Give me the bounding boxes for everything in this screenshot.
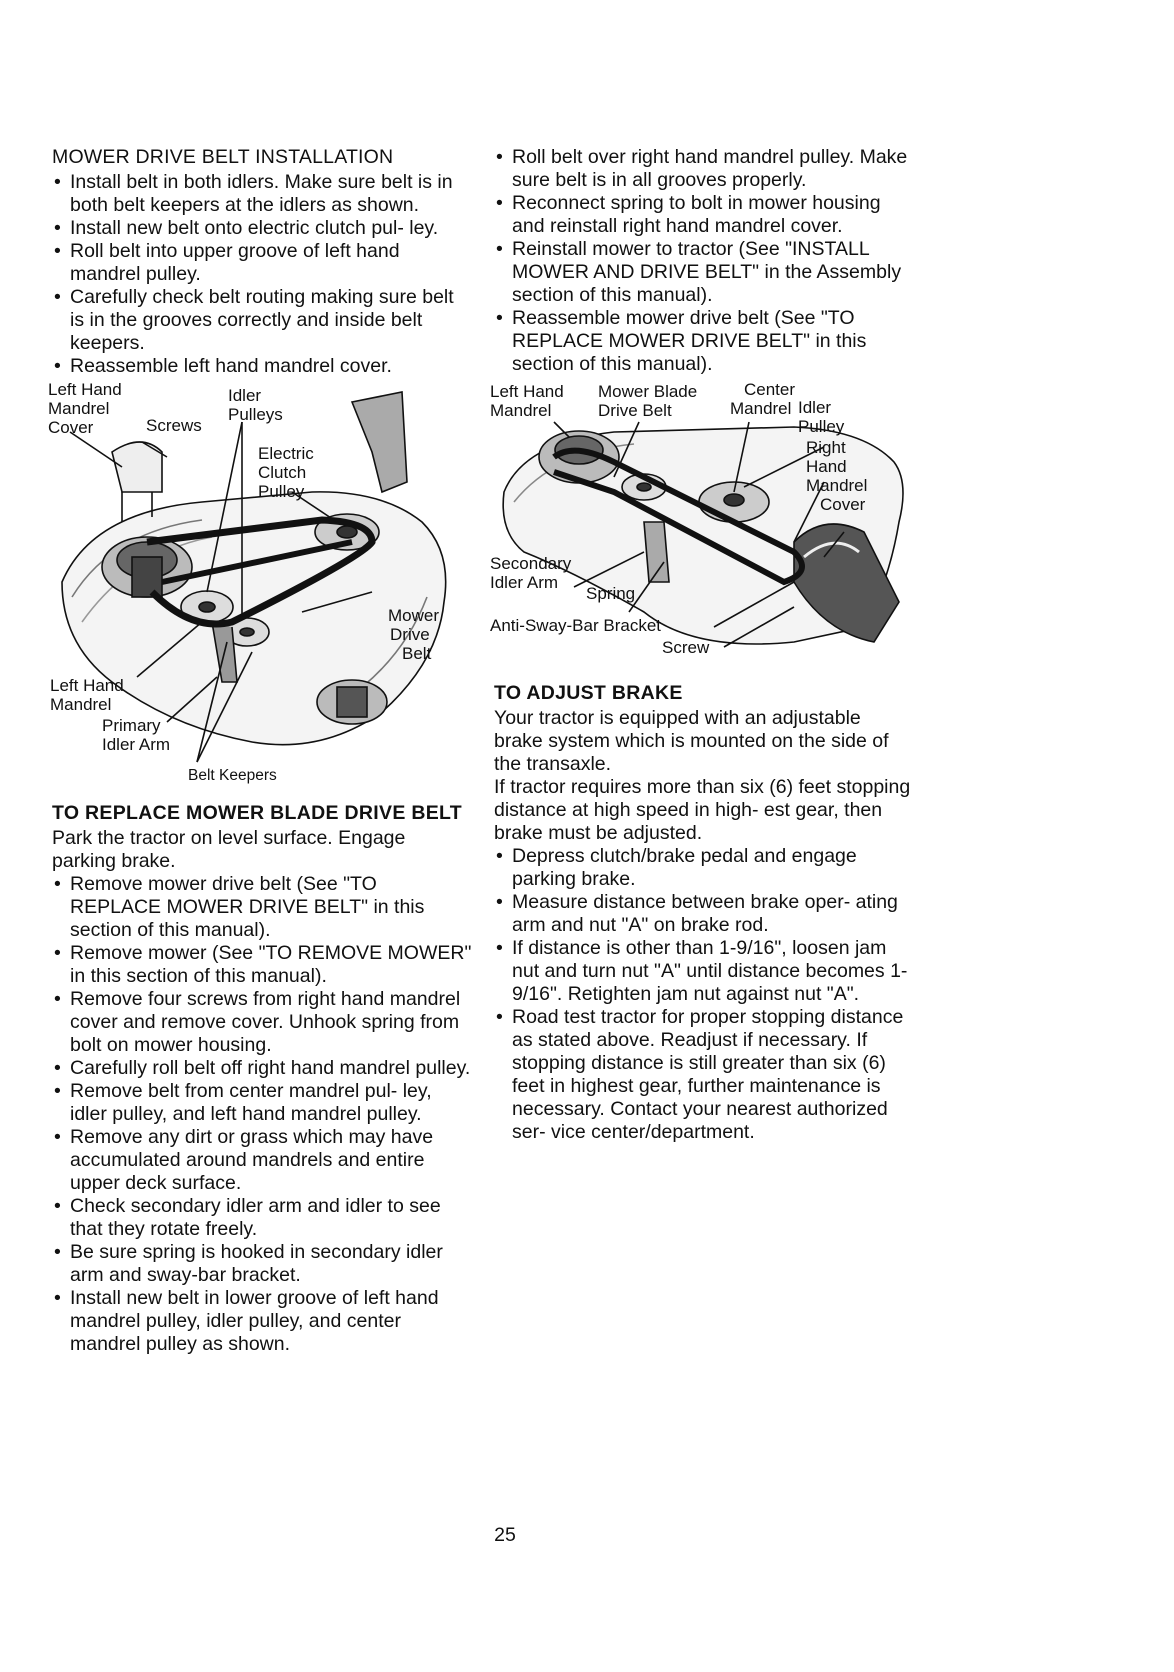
label-screws: Screws bbox=[146, 416, 202, 435]
replace-list bbox=[52, 873, 472, 1356]
label-line: Idler bbox=[798, 398, 832, 417]
left-column bbox=[48, 146, 472, 1356]
installation-title: MOWER DRIVE BELT INSTALLATION bbox=[52, 146, 394, 168]
installation-item: • Roll belt into upper groove of left hand mandrel pulley. bbox=[52, 240, 472, 286]
replace-item: • Reassemble mower drive belt (See "TO REPLACE MOWER DRIVE BELT" in this section of this manual). bbox=[494, 307, 914, 376]
label-line: Electric bbox=[258, 444, 314, 463]
label-primary-idler-arm bbox=[102, 716, 170, 754]
label-line: Idler Arm bbox=[102, 735, 171, 754]
brake-item: • Measure distance between brake oper- ating arm and nut "A" on brake rod. bbox=[494, 891, 914, 937]
label-line: Right bbox=[806, 438, 846, 457]
replace-item: • Remove any dirt or grass which may have accumulated around mandrels and entire upper deck surface. bbox=[52, 1126, 472, 1195]
label-line: Left Hand bbox=[490, 382, 564, 401]
label-screw: Screw bbox=[662, 638, 710, 657]
label-line: Pulley bbox=[798, 417, 845, 436]
label-line: Drive Belt bbox=[598, 401, 672, 420]
label-line: Left Hand bbox=[50, 676, 124, 695]
mower-deck-diagram-right bbox=[490, 380, 914, 674]
label-line: Pulleys bbox=[228, 405, 283, 424]
brake-intro-2: If tractor requires more than six (6) feet stopping distance at high speed in high- est gear, then brake must be adjusted. bbox=[494, 776, 911, 844]
brake-item: • If distance is other than 1-9/16", loosen jam nut and turn nut "A" until distance becomes 1-9/16". Retighten jam nut against nut "A". bbox=[494, 937, 914, 1006]
label-anti-sway-bar-bracket: Anti-Sway-Bar Bracket bbox=[490, 616, 661, 635]
label-line: Mower bbox=[388, 606, 440, 625]
replace-item: • Reconnect spring to bolt in mower housing and reinstall right hand mandrel cover. bbox=[494, 192, 914, 238]
label-left-hand-mandrel bbox=[490, 382, 564, 420]
replace-item: • Install new belt in lower groove of left hand mandrel pulley, idler pulley, and center mandrel pulley as shown. bbox=[52, 1287, 472, 1356]
label-right-hand-mandrel-cover bbox=[806, 438, 867, 514]
label-line: Mandrel bbox=[50, 695, 112, 714]
label-belt-keepers: Belt Keepers bbox=[188, 767, 277, 784]
label-line: Left Hand bbox=[48, 380, 122, 399]
brake-heading: TO ADJUST BRAKE bbox=[494, 682, 683, 704]
label-line: Hand bbox=[806, 457, 847, 476]
replace-item: • Roll belt over right hand mandrel pulley. Make sure belt is in all grooves properly. bbox=[494, 146, 914, 192]
label-mower-drive-belt bbox=[388, 606, 439, 663]
label-secondary-idler-arm bbox=[490, 554, 571, 592]
mower-deck-diagram-left bbox=[48, 380, 472, 802]
label-line: Mower Blade bbox=[598, 382, 698, 401]
installation-list bbox=[52, 171, 472, 378]
replace-intro: Park the tractor on level surface. Engage parking brake. bbox=[52, 827, 406, 872]
label-electric-clutch-pulley bbox=[258, 444, 314, 501]
label-line: Cover bbox=[48, 418, 94, 437]
installation-item: • Reassemble left hand mandrel cover. bbox=[52, 355, 472, 378]
brake-list bbox=[494, 845, 914, 1144]
brake-item: • Depress clutch/brake pedal and engage parking brake. bbox=[494, 845, 914, 891]
installation-item: • Install new belt onto electric clutch pul- ley. bbox=[52, 217, 472, 240]
replace-item: • Remove four screws from right hand mandrel cover and remove cover. Unhook spring from bolt on mower housing. bbox=[52, 988, 472, 1057]
label-left-hand-mandrel-cover bbox=[48, 380, 122, 437]
label-line: Mandrel bbox=[48, 399, 110, 418]
right-column bbox=[490, 146, 914, 1144]
replace-heading: TO REPLACE MOWER BLADE DRIVE BELT bbox=[52, 802, 463, 824]
label-idler-pulleys bbox=[228, 386, 283, 424]
label-center-mandrel bbox=[730, 380, 795, 418]
label-line: Primary bbox=[102, 716, 161, 735]
label-line: Clutch bbox=[258, 463, 307, 482]
label-line: Idler bbox=[228, 386, 262, 405]
replace-item: • Remove mower drive belt (See "TO REPLACE MOWER DRIVE BELT" in this section of this manual). bbox=[52, 873, 472, 942]
label-spring: Spring bbox=[586, 584, 636, 603]
label-left-hand-mandrel bbox=[50, 676, 124, 714]
label-line: Drive bbox=[390, 625, 430, 644]
label-line: Idler Arm bbox=[490, 573, 559, 592]
label-line: Cover bbox=[820, 495, 866, 514]
replace-item: • Reinstall mower to tractor (See "INSTALL MOWER AND DRIVE BELT" in the Assembly section of this manual). bbox=[494, 238, 914, 307]
label-line: Secondary bbox=[490, 554, 572, 573]
label-line: Pulley bbox=[258, 482, 305, 501]
replace-item: • Carefully roll belt off right hand mandrel pulley. bbox=[52, 1057, 472, 1080]
label-line: Mandrel bbox=[730, 399, 792, 418]
replace-item: • Be sure spring is hooked in secondary idler arm and sway-bar bracket. bbox=[52, 1241, 472, 1287]
replace-list-continued bbox=[494, 146, 914, 376]
replace-item: • Remove belt from center mandrel pul- ley, idler pulley, and left hand mandrel pulley. bbox=[52, 1080, 472, 1126]
brake-item: • Road test tractor for proper stopping distance as stated above. Readjust if necessary. If stopping distance is still greater than six (6) feet in highest gear, further maintenance is necessary. Contact your nearest authorized ser- vice center/department. bbox=[494, 1006, 914, 1144]
installation-item: • Install belt in both idlers. Make sure belt is in both belt keepers at the idlers as shown. bbox=[52, 171, 472, 217]
label-idler-pulley bbox=[798, 398, 844, 436]
label-line: Center bbox=[744, 380, 796, 399]
label-line: Mandrel bbox=[806, 476, 868, 495]
label-line: Mandrel bbox=[490, 401, 552, 420]
page-number: 25 bbox=[494, 1524, 516, 1546]
replace-item: • Remove mower (See "TO REMOVE MOWER" in this section of this manual). bbox=[52, 942, 472, 988]
label-line: Belt bbox=[402, 644, 432, 663]
replace-item: • Check secondary idler arm and idler to see that they rotate freely. bbox=[52, 1195, 472, 1241]
label-mower-blade-drive-belt bbox=[598, 382, 697, 420]
installation-item: • Carefully check belt routing making sure belt is in the grooves correctly and inside belt keepers. bbox=[52, 286, 472, 355]
brake-intro-1: Your tractor is equipped with an adjustable brake system which is mounted on the side of the transaxle. bbox=[494, 707, 889, 775]
